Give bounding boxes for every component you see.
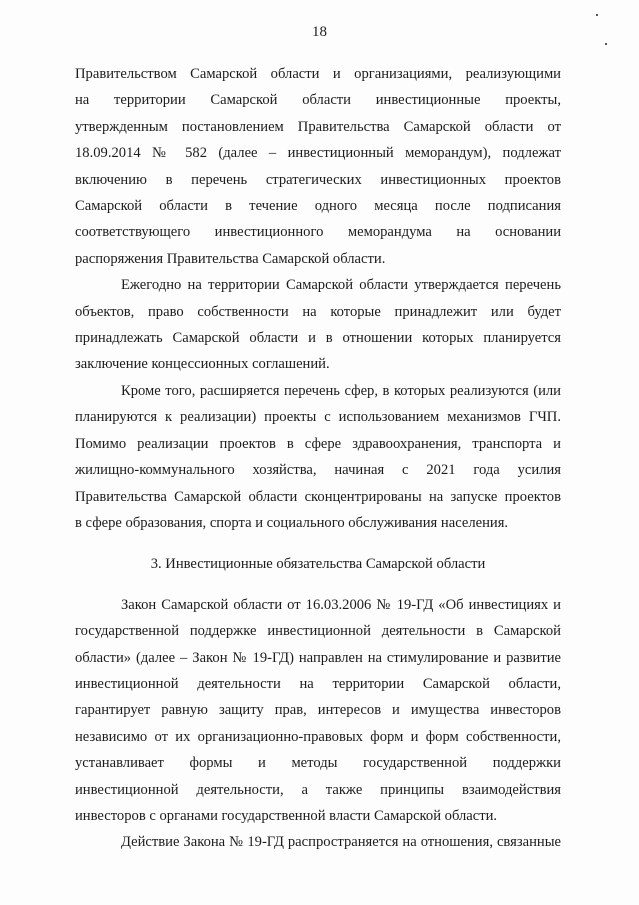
text-line: Правительством Самарской области и организациями, реализующими (75, 66, 561, 82)
paragraph-5 (75, 829, 561, 855)
text-line: жилищно-коммунального хозяйства, начиная с 2021 года усилия (75, 462, 561, 479)
text-line: Закон Самарской области от 16.03.2006 № 19-ГД «Об инвестициях и (121, 596, 561, 613)
text-line: Кроме того, расширяется перечень сфер, в которых реализуются (или (121, 382, 561, 399)
paragraph-2 (75, 272, 561, 378)
text-line: на территории Самарской области инвестиционные проекты, (75, 92, 561, 109)
scan-artifact-mark (596, 14, 598, 16)
text-line: государственной поддержке инвестиционной деятельности в Самарской (75, 623, 561, 640)
text-line: принадлежать Самарской области и в отношении которых планируется (75, 330, 561, 347)
text-line: включению в перечень стратегических инвестиционных проектов (75, 171, 561, 188)
text-line: планируются к реализации) проекты с использованием механизмов ГЧП. (75, 409, 561, 426)
text-line: соответствующего инвестиционного меморандума на основании (75, 224, 561, 241)
text-line: объектов, право собственности на которые принадлежит или будет (75, 303, 561, 320)
scan-artifact-mark (605, 43, 607, 45)
paragraph-4 (75, 592, 561, 830)
text-line: Ежегодно на территории Самарской области утверждается перечень (121, 277, 561, 294)
text-line: инвесторов с органами государственной власти Самарской области. (75, 807, 498, 824)
text-line: заключение концессионных соглашений. (75, 356, 330, 373)
text-line: в сфере образования, спорта и социального обслуживания населения. (75, 514, 509, 531)
text-line: 18.09.2014 № 582 (далее – инвестиционный меморандум), подлежат (75, 145, 561, 162)
text-line: устанавливает формы и методы государственной поддержки (75, 755, 561, 772)
text-line: гарантирует равную защиту прав, интересов и имущества инвесторов (75, 702, 561, 719)
text-line: области» (далее – Закон № 19-ГД) направлен на стимулирование и развитие (75, 649, 561, 666)
text-line: независимо от их организационно-правовых форм и форм собственности, (75, 728, 561, 745)
text-line: инвестиционной деятельности, а также принципы взаимодействия (75, 781, 561, 798)
document-body (75, 61, 561, 856)
text-line: распоряжения Правительства Самарской области. (75, 250, 386, 267)
paragraph-1 (75, 61, 561, 272)
paragraph-3 (75, 378, 561, 536)
text-line: утвержденным постановлением Правительства Самарской области от (75, 118, 561, 135)
text-line: Действие Закона № 19-ГД распространяется на отношения, связанные (121, 834, 561, 851)
page-number: 18 (312, 24, 327, 40)
text-line: инвестиционной деятельности на территории Самарской области, (75, 675, 561, 692)
text-line: Самарской области в течение одного месяца после подписания (75, 198, 561, 215)
text-line: Помимо реализации проектов в сфере здравоохранения, транспорта и (75, 435, 561, 452)
text-line: Правительства Самарской области сконцентрированы на запуске проектов (75, 488, 561, 505)
section-heading: 3. Инвестиционные обязательства Самарской области (150, 556, 486, 573)
